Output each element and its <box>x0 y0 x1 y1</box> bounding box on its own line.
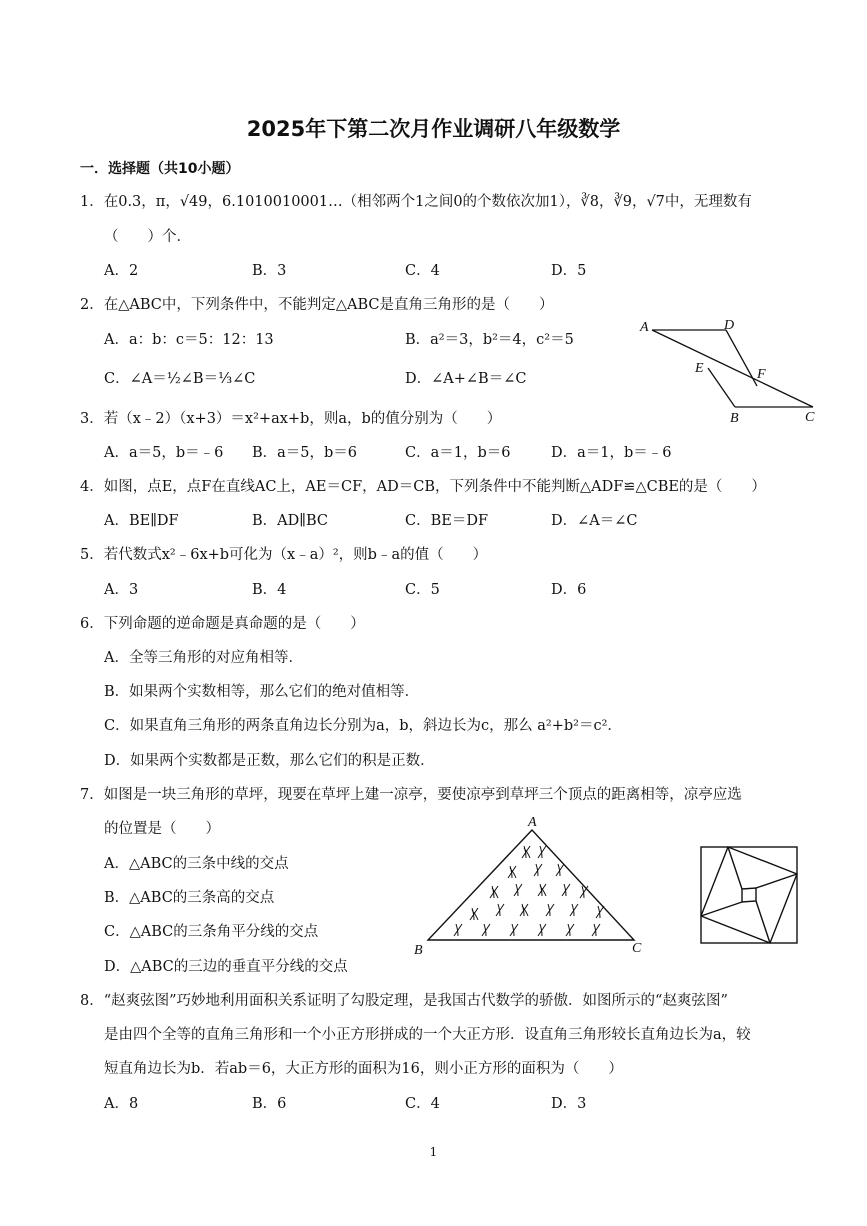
q5-stem: 5．若代数式x²﹣6x+b可化为（x﹣a）²，则b﹣a的值（ ） <box>80 547 488 563</box>
label-a: A <box>528 815 537 830</box>
q8-option-a: A．8 <box>104 1096 139 1112</box>
q1-stem-cont: （ ）个． <box>104 229 191 245</box>
triangle-leg-2 <box>756 874 797 888</box>
q4-stem: 4．如图，点E，点F在直线AC上，AE＝CF，AD＝CB，下列条件中不能判断△ADF≌△CBE的是（ ） <box>80 479 766 495</box>
label-c: C <box>805 410 815 425</box>
inner-square <box>742 888 756 902</box>
label-b: B <box>730 411 739 426</box>
q6-option-d: D．如果两个实数都是正数，那么它们的积是正数． <box>104 753 435 769</box>
q8-option-d: D．3 <box>551 1096 587 1112</box>
q5-option-a: A．3 <box>104 582 139 598</box>
parallelogram-figure <box>640 318 830 428</box>
q3-option-a: A．a＝5，b＝﹣6 <box>104 445 224 461</box>
q7-stem: 7．如图是一块三角形的草坪，现要在草坪上建一凉亭，要使凉亭到草坪三个顶点的距离相等，凉亭应选 <box>80 787 742 803</box>
q4-option-d: D．∠A＝∠C <box>551 513 638 529</box>
segment-eb <box>708 368 735 407</box>
q3-option-d: D．a＝1，b＝﹣6 <box>551 445 672 461</box>
label-b: B <box>414 943 423 958</box>
q1-option-d: D．5 <box>551 263 587 279</box>
q4-option-b: B．AD∥BC <box>252 513 328 529</box>
section-heading: 一．选择题（共10小题） <box>80 161 240 177</box>
q6-option-b: B．如果两个实数相等，那么它们的绝对值相等． <box>104 684 420 700</box>
label-d: D <box>724 318 735 333</box>
triangle-lawn-figure <box>410 812 650 960</box>
q7-option-b: B．△ABC的三条高的交点 <box>104 890 275 906</box>
q8-stem-cont: 是由四个全等的直角三角形和一个小正方形拼成的一个大正方形．设直角三角形较长直角边长为a，较 <box>104 1027 751 1043</box>
q2-option-d: D．∠A+∠B＝∠C <box>405 371 527 387</box>
triangle-leg-1 <box>728 847 742 889</box>
label-a: A <box>640 320 649 335</box>
q5-option-c: C．5 <box>405 582 440 598</box>
middle-square <box>701 847 797 943</box>
q1-option-c: C．4 <box>405 263 440 279</box>
q1-option-b: B．3 <box>252 263 287 279</box>
q6-stem: 6．下列命题的逆命题是真命题的是（ ） <box>80 616 365 632</box>
q3-stem: 3．若（x﹣2）（x+3）＝x²+ax+b，则a，b的值分别为（ ） <box>80 411 502 427</box>
q3-option-c: C．a＝1，b＝6 <box>405 445 511 461</box>
q6-option-c: C．如果直角三角形的两条直角边长分别为a，b，斜边长为c，那么 a²+b²＝c²． <box>104 718 622 734</box>
label-c: C <box>632 941 642 956</box>
q7-option-d: D．△ABC的三边的垂直平分线的交点 <box>104 959 348 975</box>
q6-option-a: A．全等三角形的对应角相等． <box>104 650 303 666</box>
zhao-shuang-diagram <box>700 846 798 944</box>
label-e: E <box>695 361 704 376</box>
q5-option-b: B．4 <box>252 582 287 598</box>
q2-option-a: A．a：b：c＝5：12：13 <box>104 332 274 348</box>
triangle-abc <box>428 830 634 940</box>
q7-stem-cont: 的位置是（ ） <box>104 821 220 837</box>
outer-square <box>701 847 797 943</box>
q4-option-c: C．BE＝DF <box>405 513 489 529</box>
page-number: 1 <box>429 1145 438 1159</box>
triangle-leg-4 <box>701 902 742 916</box>
q2-stem: 2．在△ABC中，下列条件中，不能判定△ABC是直角三角形的是（ ） <box>80 297 554 313</box>
grass-marks <box>454 846 604 936</box>
q1-option-a: A．2 <box>104 263 139 279</box>
q2-option-c: C．∠A＝½∠B＝⅓∠C <box>104 371 256 387</box>
page-title: 2025年下第二次月作业调研八年级数学 <box>246 117 621 141</box>
q8-option-c: C．4 <box>405 1096 440 1112</box>
q2-option-b: B．a²＝3，b²＝4，c²＝5 <box>405 332 574 348</box>
q5-option-d: D．6 <box>551 582 587 598</box>
q8-option-b: B．6 <box>252 1096 287 1112</box>
q8-stem-cont-2: 短直角边长为b．若ab＝6，大正方形的面积为16，则小正方形的面积为（ ） <box>104 1061 623 1077</box>
label-f: F <box>757 367 766 382</box>
triangle-leg-3 <box>756 901 770 943</box>
q7-option-a: A．△ABC的三条中线的交点 <box>104 856 289 872</box>
q4-option-a: A．BE∥DF <box>104 513 179 529</box>
q7-option-c: C．△ABC的三条角平分线的交点 <box>104 924 319 940</box>
q3-option-b: B．a＝5，b＝6 <box>252 445 358 461</box>
q1-stem: 1．在0.3，π，√49，6.1010010001…（相邻两个1之间0的个数依次加1），∛8，∛9，√7中，无理数有 <box>80 194 752 210</box>
q8-stem: 8．“赵爽弦图”巧妙地利用面积关系证明了勾股定理，是我国古代数学的骄傲．如图所示的“赵爽弦图” <box>80 993 728 1009</box>
